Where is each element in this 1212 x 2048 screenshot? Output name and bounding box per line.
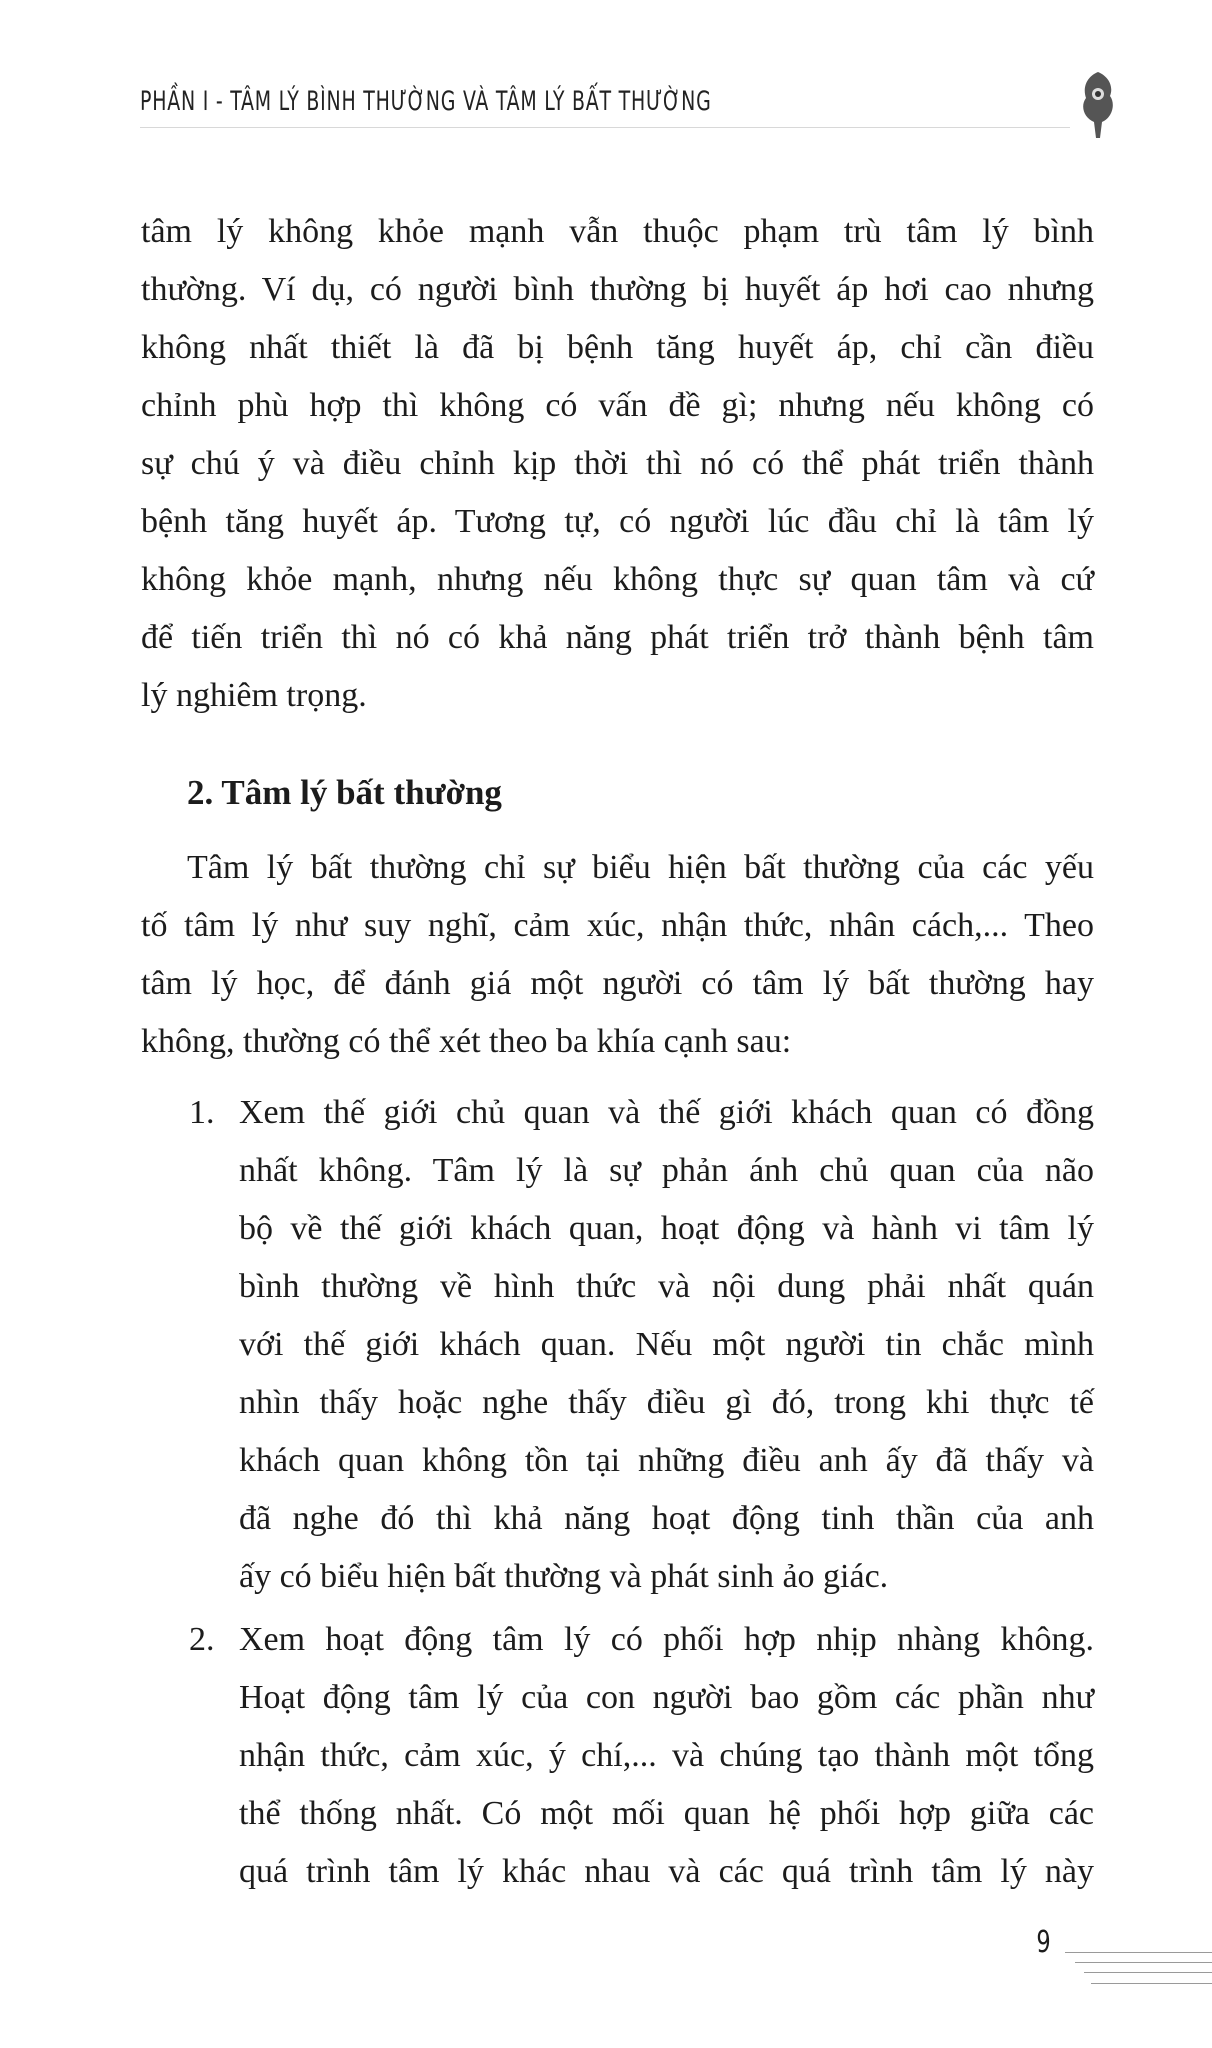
text-line: Tâm lý bất thường chỉ sự biểu hiện bất thường của các yếu	[187, 849, 1094, 886]
text-line: khách quan không tồn tại những điều anh ấy đã thấy và	[239, 1442, 1094, 1479]
footer-rule	[1075, 1962, 1212, 1963]
text-line: tâm lý học, để đánh giá một người có tâm lý bất thường hay	[141, 965, 1094, 1002]
list-number: 2.	[189, 1621, 215, 1658]
text-line: chỉnh phù hợp thì không có vấn đề gì; nhưng nếu không có	[141, 387, 1094, 424]
text-line: thường. Ví dụ, có người bình thường bị huyết áp hơi cao nhưng	[141, 271, 1094, 308]
text-line: không nhất thiết là đã bị bệnh tăng huyết áp, chỉ cần điều	[141, 329, 1094, 366]
text-line: sự chú ý và điều chỉnh kịp thời thì nó có thể phát triển thành	[141, 445, 1094, 482]
text-line: bệnh tăng huyết áp. Tương tự, có người lúc đầu chỉ là tâm lý	[141, 503, 1094, 540]
text-line: thể thống nhất. Có một mối quan hệ phối hợp giữa các	[239, 1795, 1094, 1832]
text-line: Xem hoạt động tâm lý có phối hợp nhịp nhàng không.	[239, 1621, 1094, 1658]
text-line: không khỏe mạnh, nhưng nếu không thực sự quan tâm và cứ	[141, 561, 1094, 598]
text-line: không, thường có thể xét theo ba khía cạnh sau:	[141, 1023, 792, 1060]
text-line: với thế giới khách quan. Nếu một người tin chắc mình	[239, 1326, 1094, 1363]
text-line: lý nghiêm trọng.	[141, 677, 367, 714]
text-line: đã nghe đó thì khả năng hoạt động tinh thần của anh	[239, 1500, 1094, 1537]
text-line: để tiến triển thì nó có khả năng phát triển trở thành bệnh tâm	[141, 619, 1094, 656]
text-line: nhận thức, cảm xúc, ý chí,... và chúng tạo thành một tổng	[239, 1737, 1094, 1774]
footer-rule	[1084, 1972, 1212, 1973]
decorative-emblem-icon	[1078, 68, 1118, 140]
text-line: bộ về thế giới khách quan, hoạt động và hành vi tâm lý	[239, 1210, 1094, 1247]
page-number: 9	[1036, 1925, 1051, 1960]
footer-rule	[1091, 1983, 1212, 1984]
text-line: ấy có biểu hiện bất thường và phát sinh ảo giác.	[239, 1558, 889, 1595]
text-line: bình thường về hình thức và nội dung phải nhất quán	[239, 1268, 1094, 1305]
section-heading: 2. Tâm lý bất thường	[187, 773, 502, 812]
running-header: PHẦN I - TÂM LÝ BÌNH THƯỜNG VÀ TÂM LÝ BẤT THƯỜNG	[140, 86, 712, 117]
list-number: 1.	[189, 1094, 215, 1131]
text-line: tố tâm lý như suy nghĩ, cảm xúc, nhận thức, nhân cách,... Theo	[141, 907, 1094, 944]
text-line: nhìn thấy hoặc nghe thấy điều gì đó, trong khi thực tế	[239, 1384, 1094, 1421]
text-line: quá trình tâm lý khác nhau và các quá trình tâm lý này	[239, 1853, 1094, 1890]
footer-rule	[1065, 1952, 1212, 1953]
text-line: Hoạt động tâm lý của con người bao gồm các phần như	[239, 1679, 1094, 1716]
header-divider	[140, 127, 1070, 128]
text-line: Xem thế giới chủ quan và thế giới khách quan có đồng	[239, 1094, 1094, 1131]
text-line: nhất không. Tâm lý là sự phản ánh chủ quan của não	[239, 1152, 1094, 1189]
text-line: tâm lý không khỏe mạnh vẫn thuộc phạm trù tâm lý bình	[141, 213, 1094, 250]
